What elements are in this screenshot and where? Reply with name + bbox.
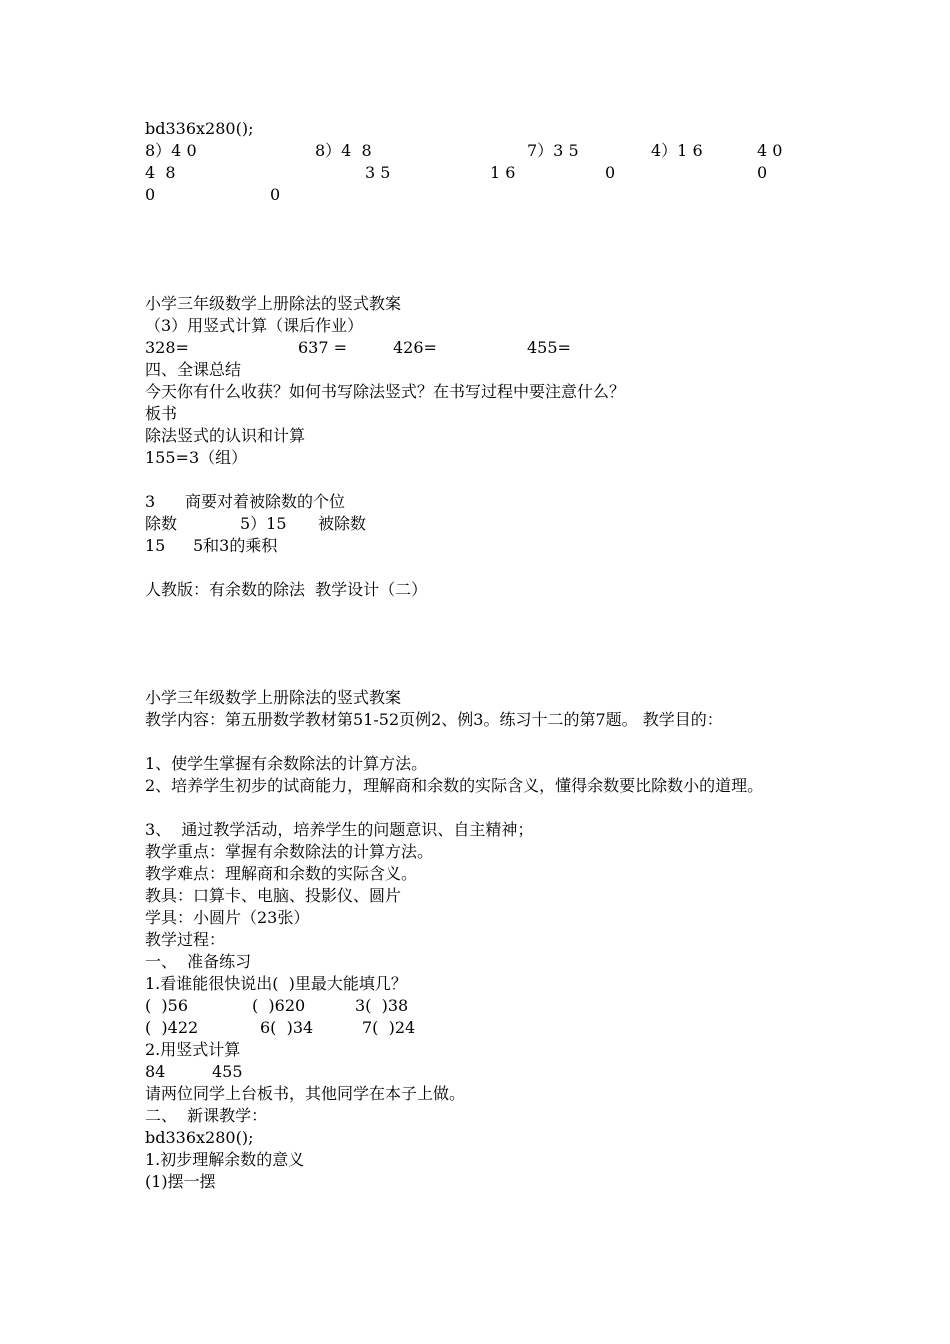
division-cell: 0 (270, 185, 281, 204)
homework-heading: （3）用竖式计算（课后作业） (145, 316, 364, 335)
division-expression: 5）15 (240, 514, 287, 533)
expr: 426= (393, 338, 437, 357)
goal-1: 1、使学生掌握有余数除法的计算方法。 (145, 754, 428, 773)
board-label: 板书 (145, 404, 178, 423)
division-cell: 3 5 (365, 163, 391, 182)
version-line: 人教版：有余数的除法 教学设计（二） (145, 580, 428, 599)
division-cell: 0 (145, 185, 156, 204)
question-1: 1.看谁能很快说出( )里最大能填几？ (145, 974, 407, 993)
product-value: 15 (145, 536, 166, 555)
teaching-tools: 教具：口算卡、电脑、投影仪、圆片 (145, 886, 402, 905)
division-cell: 0 (757, 163, 768, 182)
difficulty-point: 教学难点：理解商和余数的实际含义。 (145, 864, 418, 883)
fill-item: ( )620 (252, 996, 306, 1015)
summary-heading: 四、全课总结 (145, 360, 242, 379)
board-equation: 155=3（组） (145, 448, 248, 467)
key-point: 教学重点：掌握有余数除法的计算方法。 (145, 842, 434, 861)
board-practice: 请两位同学上台板书，其他同学在本子上做。 (145, 1084, 466, 1103)
student-tools: 学具：小圆片（23张） (145, 908, 310, 927)
fill-item: 6( )34 (260, 1018, 314, 1037)
ad-code: bd336x280(); (145, 119, 254, 138)
division-cell: 8）4 8 (315, 141, 372, 160)
quotient-label: 商要对着被除数的个位 (185, 492, 346, 511)
goal-3: 3、 通过教学活动，培养学生的问题意识、自主精神； (145, 820, 534, 839)
q2-number: 455 (212, 1062, 243, 1081)
step-2-heading: 二、 新课教学： (145, 1106, 268, 1125)
quotient-value: 3 (145, 492, 156, 511)
goal-2: 2、培养学生初步的试商能力，理解商和余数的实际含义，懂得余数要比除数小的道理。 (145, 776, 764, 795)
expr: 455= (527, 338, 571, 357)
division-cell: 1 6 (490, 163, 516, 182)
q2-number: 84 (145, 1062, 166, 1081)
division-cell: 8）4 0 (145, 141, 197, 160)
division-cell: 4 8 (145, 163, 176, 182)
expr: 637 = (298, 338, 348, 357)
divisor-label: 除数 (145, 514, 178, 533)
teaching-content: 教学内容：第五册数学教材第51-52页例2、例3。练习十二的第7题。 教学目的： (145, 710, 723, 729)
section-title: 小学三年级数学上册除法的竖式教案 (145, 688, 402, 707)
board-title: 除法竖式的认识和计算 (145, 426, 306, 445)
fill-item: 3( )38 (355, 996, 409, 1015)
question-2: 2.用竖式计算 (145, 1040, 241, 1059)
dividend-label: 被除数 (318, 514, 367, 533)
fill-item: ( )422 (145, 1018, 199, 1037)
section-title: 小学三年级数学上册除法的竖式教案 (145, 294, 402, 313)
fill-item: ( )56 (145, 996, 189, 1015)
sub-heading-1a: (1)摆一摆 (145, 1172, 216, 1191)
ad-code: bd336x280(); (145, 1128, 254, 1147)
division-cell: 7）3 5 (527, 141, 579, 160)
process-heading: 教学过程： (145, 930, 226, 949)
division-cell: 0 (605, 163, 616, 182)
division-cell: 4）1 6 (651, 141, 703, 160)
fill-item: 7( )24 (362, 1018, 416, 1037)
expr: 328= (145, 338, 189, 357)
sub-heading-1: 1.初步理解余数的意义 (145, 1150, 305, 1169)
product-label: 5和3的乘积 (193, 536, 278, 555)
division-cell: 4 0 (757, 141, 783, 160)
step-1-heading: 一、 准备练习 (145, 952, 252, 971)
summary-question: 今天你有什么收获？如何书写除法竖式？在书写过程中要注意什么？ (145, 382, 626, 401)
